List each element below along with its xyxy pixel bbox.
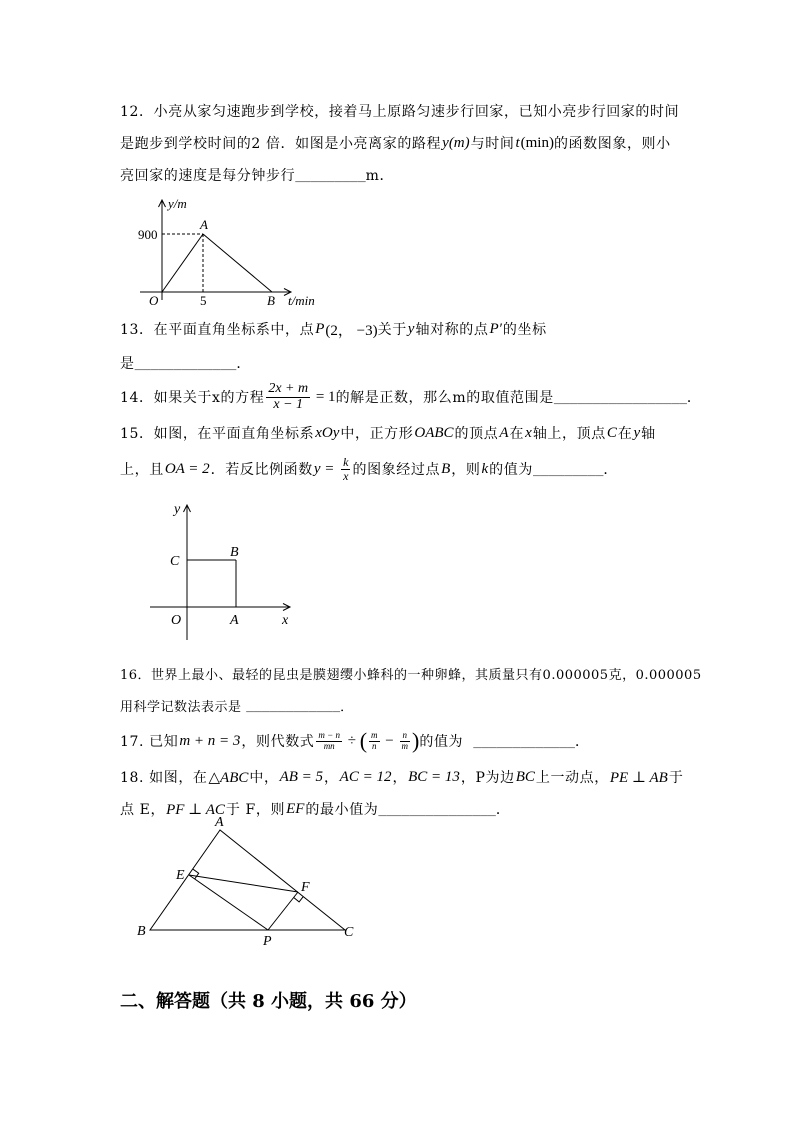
q15-line-2 (120, 454, 619, 483)
q15-math-y: y (633, 424, 641, 441)
point-c-label: C (170, 554, 180, 569)
fraction-numerator: 2x + m (268, 380, 309, 396)
q18-text-b: 中， (249, 770, 279, 786)
q14-fraction (266, 382, 310, 412)
q15-answer-blank[interactable]: _________ (532, 461, 604, 477)
q17-fraction-2 (369, 731, 380, 751)
point-c-label: C (344, 925, 354, 940)
q13-point-p: P (315, 320, 325, 337)
point-p-label: P (263, 934, 272, 949)
q17-divide-sign: ÷ (343, 732, 360, 749)
q15-text-m: ． (603, 462, 619, 478)
q17-fraction-1 (316, 731, 342, 751)
q13-text-e: 是 (120, 356, 135, 372)
q13-text-b: 关于 (377, 322, 407, 338)
q18-math-pf-perp: PF ⊥ AC (166, 801, 225, 818)
q12-text-b: 与时间 (470, 136, 515, 152)
right-angle-mark-f (294, 896, 304, 902)
origin-label: O (149, 293, 159, 308)
q15-math-x: x (525, 424, 532, 441)
q17-text-a: 17. 已知 (120, 734, 179, 750)
point-b-label: B (137, 924, 146, 939)
q13-point-p-prime: P′ (489, 320, 502, 337)
q15-text-e: 轴上，顶点 (532, 426, 606, 442)
q18-answer-blank[interactable]: _______________ (378, 801, 496, 817)
fraction-denominator: n (372, 740, 377, 751)
x-axis-label: t/min (288, 293, 315, 308)
q18-math-ac: AC = 12 (339, 768, 392, 785)
q15-text-i: ．若反比例函数 (210, 462, 313, 478)
q18-text-f: 上一动点， (535, 770, 609, 786)
q15-math-y-equals: y = (313, 460, 339, 477)
q15-text-j: 的图象经过点 (352, 462, 441, 478)
q15-text-f: 在 (617, 426, 633, 442)
q15-text-k: ，则 (451, 462, 481, 478)
q17-answer-blank[interactable]: _____________ (473, 733, 575, 749)
q13-text-c: 轴对称的点 (415, 322, 489, 338)
q16-answer-blank[interactable]: ____________ (246, 697, 341, 713)
fraction-denominator: mn (323, 740, 335, 751)
q15-line-1 (120, 422, 656, 444)
q16-line-2 (120, 694, 354, 716)
fraction-denominator: x (343, 468, 349, 483)
q15-square-coordinate-graph (145, 498, 300, 633)
q14-line (120, 380, 702, 412)
fraction-numerator: k (343, 454, 349, 469)
q14-equals: = 1 (312, 388, 336, 405)
segment-pe (189, 875, 268, 930)
q13-text-a: 13．在平面直角坐标系中，点 (120, 322, 315, 338)
q15-math-c: C (606, 424, 617, 441)
q12-math-time-var: t (515, 134, 520, 151)
segment-pf (268, 892, 298, 930)
q15-text-l: 的值为 (489, 462, 533, 478)
q17-fraction-3 (400, 731, 411, 751)
q17-math-condition: m + n = 3 (179, 732, 241, 749)
q15-text-b: 中，正方形 (340, 426, 414, 442)
q14-text-b: 的解是正数，那么m的取值范围是 (335, 390, 554, 406)
q18-text-g: 于 (668, 770, 684, 786)
q15-math-k: k (481, 460, 489, 477)
q16-line-1: 16．世界上最小、最轻的昆虫是膜翅缨小蜂科的一种卵蜂，其质量只有0.000005克，0.000005 (120, 667, 702, 683)
x-axis-label: x (282, 613, 289, 628)
q18-math-ab: AB = 5 (279, 768, 324, 785)
q17-text-d: ． (575, 734, 590, 750)
point-b-label: B (267, 293, 275, 308)
q18-math-ef: EF (286, 800, 305, 817)
q13-text-f: ． (236, 356, 251, 372)
q15-text-d: 在 (509, 426, 525, 442)
q17-text-b: ，则代数式 (241, 734, 315, 750)
q18-math-pe-perp: PE ⊥ AB (609, 769, 668, 786)
q13-answer-blank[interactable]: _____________ (134, 355, 237, 371)
segment-ab (203, 234, 272, 292)
origin-label: O (171, 613, 182, 628)
q15-fraction (341, 456, 350, 482)
q18-math-triangle: △ABC (208, 769, 249, 786)
fraction-denominator: m (401, 740, 409, 751)
q13-axis-y: y (407, 320, 415, 337)
q18-text-e: ，P为边 (460, 770, 515, 786)
q13-line-2 (120, 352, 251, 374)
section-title: 二、解答题（共 8 小题，共 66 分） (120, 991, 417, 1012)
q13-text-d: 的坐标 (502, 322, 547, 338)
q15-math-oabc: OABC (414, 424, 454, 441)
q17-line (120, 730, 590, 752)
q12-math-distance: y(m) (442, 134, 470, 151)
q18-text-a: 18. 如图，在 (120, 770, 208, 786)
point-f-label: F (301, 880, 310, 895)
q18-math-bc: BC = 13 (408, 768, 460, 785)
q12-line-2 (120, 132, 671, 154)
point-a-label: A (200, 217, 208, 232)
q18-math-side-bc: BC (515, 768, 535, 785)
q15-math-xoy: xOy (315, 424, 340, 441)
fraction-numerator: m (371, 730, 378, 741)
q12-line-1: 12．小亮从家匀速跑步到学校，接着马上原路匀速步行回家，已知小亮步行回家的时间 (120, 104, 680, 120)
q12-text-a: 是跑步到学校时间的2 倍．如图是小亮离家的路程 (120, 136, 442, 152)
q17-open-paren: ( (359, 728, 368, 753)
q18-text-j: 的最小值为 (305, 802, 379, 818)
q18-text-k: ． (495, 802, 511, 818)
q15-text-g: 轴 (641, 426, 656, 442)
point-a-label: A (230, 613, 239, 628)
q16-text-a: 用科学记数法表示是 (120, 699, 247, 715)
fraction-numerator: m − n (318, 730, 340, 741)
q18-line-1 (120, 766, 683, 788)
q17-minus-sign: − (381, 732, 398, 749)
q12-text-d: 亮回家的速度是每分钟步行 (120, 168, 296, 184)
q15-math-oa: OA = 2 (164, 460, 210, 477)
q12-distance-time-graph (130, 195, 330, 310)
q16-text-b: ． (340, 699, 354, 715)
q15-math-b: B (441, 460, 451, 477)
q17-close-paren: ) (412, 728, 420, 753)
y-tick-label: 900 (138, 227, 158, 242)
y-axis-label: y/m (168, 196, 187, 211)
q12-math-time-unit: (min) (520, 134, 554, 151)
q18-triangle-figure (130, 815, 365, 950)
q15-text-c: 的顶点 (454, 426, 499, 442)
q12-line-3 (120, 164, 394, 186)
q17-text-c: 的值为 (419, 734, 474, 750)
point-a-label: A (215, 815, 224, 830)
y-axis-label: y (174, 502, 181, 517)
q18-text-h: 点 E， (120, 802, 166, 818)
q14-answer-blank[interactable]: _________________ (553, 389, 687, 405)
x-tick-label: 5 (200, 293, 207, 308)
q18-text-c: ， (324, 770, 339, 786)
q12-answer-blank[interactable]: _________ (295, 167, 366, 183)
fraction-denominator: x − 1 (273, 396, 304, 412)
q14-text-a: 14．如果关于x的方程 (120, 390, 265, 406)
q15-math-a: A (499, 424, 509, 441)
point-e-label: E (176, 868, 185, 883)
q12-text-e: m． (365, 168, 395, 184)
q12-text-c: 的函数图象，则小 (553, 136, 671, 152)
q18-text-d: ， (392, 770, 408, 786)
segment-oa (162, 234, 203, 292)
q18-text-i: 于 F，则 (225, 802, 286, 818)
segment-ef (189, 875, 298, 892)
point-b-label: B (230, 545, 239, 560)
q14-text-c: ． (686, 390, 702, 406)
q15-text-a: 15．如图，在平面直角坐标系 (120, 426, 315, 442)
fraction-numerator: n (400, 731, 411, 741)
right-angle-mark-e (193, 869, 199, 879)
q13-line-1 (120, 318, 547, 340)
q13-point-coords: (2， −3) (325, 322, 378, 339)
q15-text-h: 上，且 (120, 462, 164, 478)
